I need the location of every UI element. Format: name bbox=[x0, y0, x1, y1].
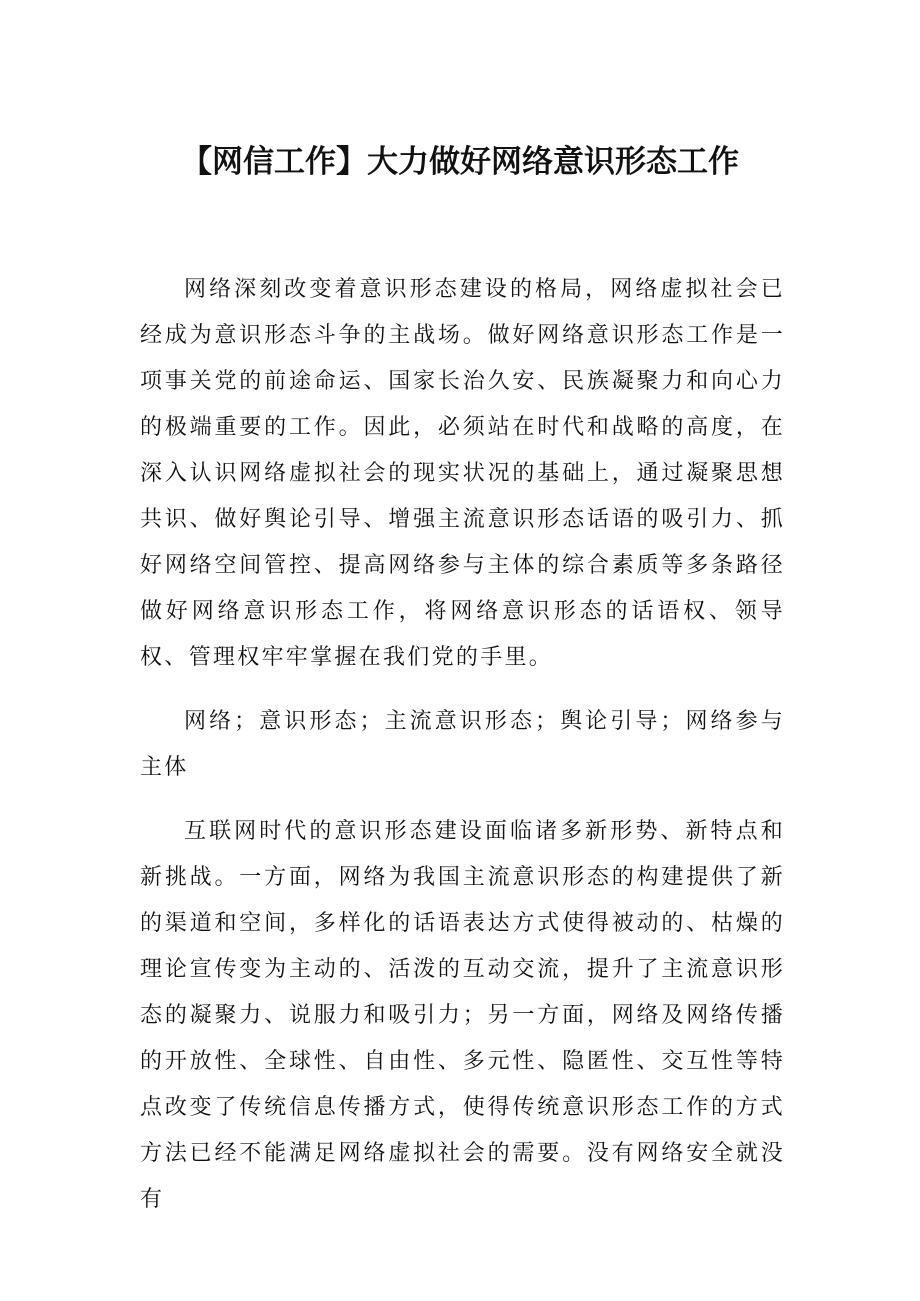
document-body bbox=[140, 267, 785, 1241]
paragraph-introduction: 互联网时代的意识形态建设面临诸多新形势、新特点和新挑战。一方面，网络为我国主流意识形态的构建提供了新的渠道和空间，多样化的话语表达方式使得被动的、枯燥的理论宣传变为主动的、活泼的互动交流，提升了主流意识形态的凝聚力、说服力和吸引力；另一方面，网络及网络传播的开放性、全球性、自由性、多元性、隐匿性、交互性等特点改变了传统信息传播方式，使得传统意识形态工作的方式方法已经不能满足网络虚拟社会的需要。没有网络安全就没有 bbox=[140, 819, 785, 1212]
paragraph-keywords: 网络；意识形态；主流意识形态；舆论引导；网络参与主体 bbox=[140, 709, 785, 780]
document-title: 【网信工作】大力做好网络意识形态工作 bbox=[181, 144, 739, 180]
paragraph-abstract: 网络深刻改变着意识形态建设的格局，网络虚拟社会已经成为意识形态斗争的主战场。做好网络意识形态工作是一项事关党的前途命运、国家长治久安、民族凝聚力和向心力的极端重要的工作。因此，必须站在时代和战略的高度，在深入认识网络虚拟社会的现实状况的基础上，通过凝聚思想共识、做好舆论引导、增强主流意识形态话语的吸引力、抓好网络空间管控、提高网络参与主体的综合素质等多条路径做好网络意识形态工作，将网络意识形态的话语权、领导权、管理权牢牢掌握在我们党的手里。 bbox=[140, 277, 785, 670]
